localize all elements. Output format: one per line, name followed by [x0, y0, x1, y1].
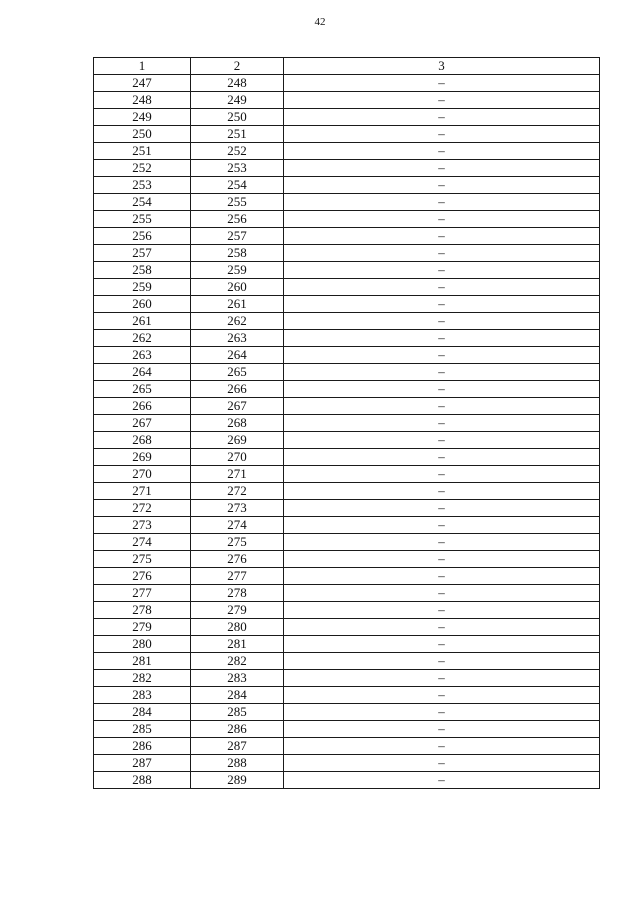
table-cell-col-2: 262 [191, 313, 284, 330]
table-row [94, 449, 600, 466]
table-cell-col-2: 271 [191, 466, 284, 483]
table-body [94, 75, 600, 789]
table-cell-col-3: – [284, 75, 600, 92]
table-cell-col-3: – [284, 415, 600, 432]
column-header-3: 3 [284, 58, 600, 75]
table-cell-col-3: – [284, 160, 600, 177]
table-cell-col-1: 283 [94, 687, 191, 704]
table-cell-col-2: 286 [191, 721, 284, 738]
table-cell-col-1: 263 [94, 347, 191, 364]
table-cell-col-2: 279 [191, 602, 284, 619]
table-cell-col-2: 258 [191, 245, 284, 262]
table-cell-col-3: – [284, 585, 600, 602]
table-cell-col-3: – [284, 636, 600, 653]
table-cell-col-1: 253 [94, 177, 191, 194]
table-cell-col-3: – [284, 194, 600, 211]
table-row [94, 466, 600, 483]
table-cell-col-1: 262 [94, 330, 191, 347]
table-row [94, 177, 600, 194]
table-row [94, 347, 600, 364]
column-header-1: 1 [94, 58, 191, 75]
table-row [94, 653, 600, 670]
table-cell-col-1: 271 [94, 483, 191, 500]
table-cell-col-2: 256 [191, 211, 284, 228]
table-cell-col-1: 265 [94, 381, 191, 398]
table-cell-col-2: 266 [191, 381, 284, 398]
table-cell-col-2: 268 [191, 415, 284, 432]
table-row [94, 772, 600, 789]
table-row [94, 92, 600, 109]
table-row [94, 330, 600, 347]
table-row [94, 381, 600, 398]
table-cell-col-3: – [284, 211, 600, 228]
table-row [94, 534, 600, 551]
table-row [94, 670, 600, 687]
table-cell-col-2: 277 [191, 568, 284, 585]
table-cell-col-3: – [284, 364, 600, 381]
table-row [94, 126, 600, 143]
table-row [94, 755, 600, 772]
table-cell-col-2: 267 [191, 398, 284, 415]
table-row [94, 500, 600, 517]
table-cell-col-2: 278 [191, 585, 284, 602]
table-cell-col-1: 288 [94, 772, 191, 789]
table-cell-col-2: 252 [191, 143, 284, 160]
table-cell-col-1: 264 [94, 364, 191, 381]
table-row [94, 517, 600, 534]
table-cell-col-2: 269 [191, 432, 284, 449]
table-cell-col-1: 267 [94, 415, 191, 432]
table-cell-col-3: – [284, 466, 600, 483]
table-cell-col-2: 282 [191, 653, 284, 670]
table-row [94, 245, 600, 262]
table-cell-col-2: 260 [191, 279, 284, 296]
table-cell-col-3: – [284, 653, 600, 670]
table-cell-col-3: – [284, 109, 600, 126]
table-cell-col-1: 277 [94, 585, 191, 602]
table-cell-col-1: 286 [94, 738, 191, 755]
table-cell-col-1: 252 [94, 160, 191, 177]
table-cell-col-1: 274 [94, 534, 191, 551]
table-cell-col-2: 251 [191, 126, 284, 143]
page-number: 42 [314, 16, 326, 28]
table-cell-col-1: 281 [94, 653, 191, 670]
table-cell-col-1: 282 [94, 670, 191, 687]
table-cell-col-1: 257 [94, 245, 191, 262]
table-cell-col-2: 289 [191, 772, 284, 789]
table-cell-col-2: 281 [191, 636, 284, 653]
table-cell-col-1: 287 [94, 755, 191, 772]
table-row [94, 432, 600, 449]
table-cell-col-3: – [284, 347, 600, 364]
table-cell-col-1: 256 [94, 228, 191, 245]
table-row [94, 75, 600, 92]
table-cell-col-1: 273 [94, 517, 191, 534]
table-cell-col-1: 278 [94, 602, 191, 619]
table-row [94, 704, 600, 721]
table-cell-col-1: 284 [94, 704, 191, 721]
table-cell-col-1: 269 [94, 449, 191, 466]
table-row [94, 109, 600, 126]
table-cell-col-2: 270 [191, 449, 284, 466]
table-cell-col-3: – [284, 92, 600, 109]
table-row [94, 602, 600, 619]
table-row [94, 296, 600, 313]
table-row [94, 585, 600, 602]
table-cell-col-2: 284 [191, 687, 284, 704]
table-cell-col-2: 276 [191, 551, 284, 568]
table-cell-col-3: – [284, 432, 600, 449]
table-cell-col-3: – [284, 687, 600, 704]
table-cell-col-1: 279 [94, 619, 191, 636]
table-row [94, 568, 600, 585]
table-cell-col-1: 285 [94, 721, 191, 738]
table-cell-col-1: 250 [94, 126, 191, 143]
table-row [94, 313, 600, 330]
table-cell-col-3: – [284, 602, 600, 619]
table-cell-col-2: 253 [191, 160, 284, 177]
table-row [94, 619, 600, 636]
table-cell-col-2: 257 [191, 228, 284, 245]
table-cell-col-3: – [284, 126, 600, 143]
table-cell-col-2: 272 [191, 483, 284, 500]
table-row [94, 483, 600, 500]
table-cell-col-1: 261 [94, 313, 191, 330]
table-cell-col-3: – [284, 279, 600, 296]
table-cell-col-2: 248 [191, 75, 284, 92]
table-cell-col-3: – [284, 568, 600, 585]
table-row [94, 551, 600, 568]
table-cell-col-2: 273 [191, 500, 284, 517]
table-cell-col-3: – [284, 262, 600, 279]
table-row [94, 636, 600, 653]
table-cell-col-3: – [284, 449, 600, 466]
table-row [94, 143, 600, 160]
table-cell-col-3: – [284, 738, 600, 755]
table-cell-col-3: – [284, 534, 600, 551]
table-cell-col-3: – [284, 177, 600, 194]
table-cell-col-2: 255 [191, 194, 284, 211]
table-cell-col-2: 283 [191, 670, 284, 687]
table-cell-col-3: – [284, 551, 600, 568]
table-cell-col-1: 251 [94, 143, 191, 160]
table-cell-col-3: – [284, 330, 600, 347]
table-cell-col-1: 260 [94, 296, 191, 313]
table-cell-col-2: 261 [191, 296, 284, 313]
table-cell-col-3: – [284, 483, 600, 500]
table-row [94, 398, 600, 415]
table-cell-col-2: 274 [191, 517, 284, 534]
table-row [94, 721, 600, 738]
table-cell-col-3: – [284, 721, 600, 738]
table-row [94, 364, 600, 381]
table-cell-col-1: 270 [94, 466, 191, 483]
table-cell-col-2: 264 [191, 347, 284, 364]
table-cell-col-2: 250 [191, 109, 284, 126]
table-cell-col-2: 249 [191, 92, 284, 109]
table-row [94, 687, 600, 704]
table-cell-col-2: 288 [191, 755, 284, 772]
data-table [93, 57, 600, 789]
table-cell-col-2: 254 [191, 177, 284, 194]
table-cell-col-2: 263 [191, 330, 284, 347]
table-cell-col-2: 287 [191, 738, 284, 755]
table-cell-col-2: 265 [191, 364, 284, 381]
table-cell-col-3: – [284, 381, 600, 398]
table-cell-col-2: 280 [191, 619, 284, 636]
table-cell-col-3: – [284, 500, 600, 517]
table-cell-col-1: 248 [94, 92, 191, 109]
table-cell-col-1: 272 [94, 500, 191, 517]
table-row [94, 415, 600, 432]
table-row [94, 211, 600, 228]
table-row [94, 160, 600, 177]
table-cell-col-3: – [284, 245, 600, 262]
table-row [94, 262, 600, 279]
table-cell-col-1: 249 [94, 109, 191, 126]
table-cell-col-2: 275 [191, 534, 284, 551]
table-row [94, 279, 600, 296]
table-cell-col-3: – [284, 517, 600, 534]
table-header-row [94, 58, 600, 75]
table-row [94, 228, 600, 245]
table-cell-col-3: – [284, 398, 600, 415]
table-cell-col-2: 285 [191, 704, 284, 721]
table-cell-col-1: 259 [94, 279, 191, 296]
table-cell-col-3: – [284, 755, 600, 772]
table-cell-col-3: – [284, 313, 600, 330]
table-cell-col-3: – [284, 772, 600, 789]
table-cell-col-1: 275 [94, 551, 191, 568]
table-cell-col-3: – [284, 670, 600, 687]
table-cell-col-1: 276 [94, 568, 191, 585]
table-cell-col-1: 268 [94, 432, 191, 449]
table-cell-col-1: 258 [94, 262, 191, 279]
table-cell-col-3: – [284, 228, 600, 245]
table-cell-col-3: – [284, 143, 600, 160]
table-cell-col-1: 280 [94, 636, 191, 653]
table-cell-col-3: – [284, 296, 600, 313]
table-cell-col-1: 255 [94, 211, 191, 228]
table-row [94, 738, 600, 755]
table-cell-col-2: 259 [191, 262, 284, 279]
table-cell-col-1: 247 [94, 75, 191, 92]
table-cell-col-1: 254 [94, 194, 191, 211]
table-cell-col-3: – [284, 619, 600, 636]
table-cell-col-1: 266 [94, 398, 191, 415]
column-header-2: 2 [191, 58, 284, 75]
table-cell-col-3: – [284, 704, 600, 721]
table-row [94, 194, 600, 211]
